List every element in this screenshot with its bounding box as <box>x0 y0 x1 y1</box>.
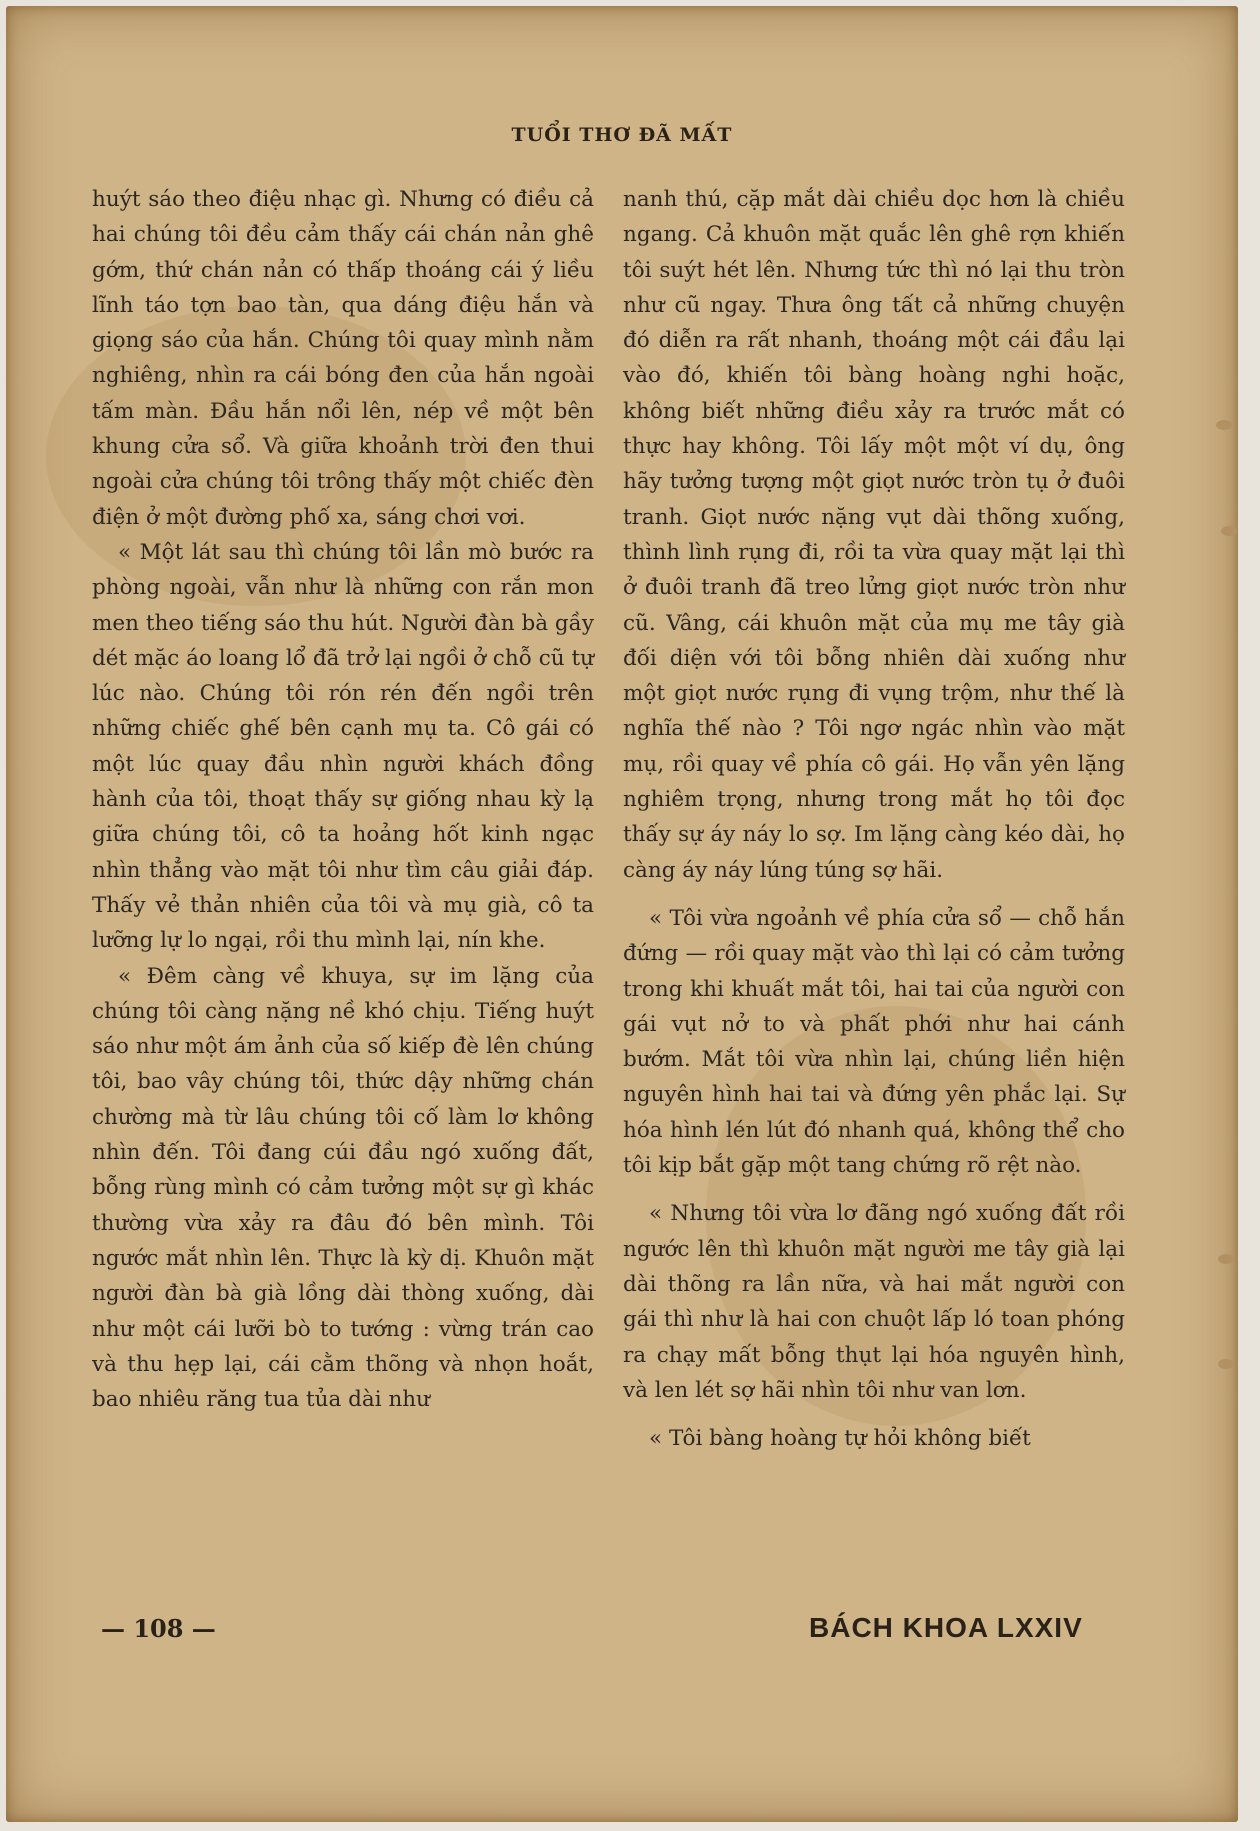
staple-mark <box>1221 526 1237 536</box>
right-column <box>623 182 1125 1456</box>
staple-mark <box>1218 1254 1234 1264</box>
paragraph: huýt sáo theo điệu nhạc gì. Nhưng có điều cả hai chúng tôi đều cảm thấy cái chán nản ghê gớm, thứ chán nản có thấp thoáng cái ý liều lĩnh táo tợn bao tàn, qua dáng điệu hắn và giọng sáo của hắn. Chúng tôi quay mình nằm nghiêng, nhìn ra cái bóng đen của hắn ngoài tấm màn. Đầu hắn nổi lên, nép về một bên khung cửa sổ. Và giữa khoảnh trời đen thui ngoài cửa chúng tôi trông thấy một chiếc đèn điện ở một đường phố xa, sáng chơi vơi. <box>92 187 594 530</box>
paragraph: « Tôi vừa ngoảnh về phía cửa sổ — chỗ hắn đứng — rồi quay mặt vào thì lại có cảm tưởng trong khi khuất mắt tôi, hai tai của người con gái vụt nở to và phất phới như hai cánh bướm. Mắt tôi vừa nhìn lại, chúng liền hiện nguyên hình hai tai và đứng yên phắc lại. Sự hóa hình lén lút đó nhanh quá, không thể cho tôi kịp bắt gặp một tang chứng rõ rệt nào. <box>623 905 1125 1179</box>
magazine-title: BÁCH KHOA LXXIV <box>809 1612 1083 1643</box>
page-number: — 108 — <box>101 1614 216 1643</box>
staple-mark <box>1218 1359 1234 1369</box>
left-column <box>92 182 594 1417</box>
paragraph: « Nhưng tôi vừa lơ đãng ngó xuống đất rồi ngước lên thì khuôn mặt người me tây già lại dài thõng ra lần nữa, và hai mắt người con gái thì như là hai con chuột lấp ló toan phóng ra chạy mất bỗng thụt lại hóa nguyên hình, và len lét sợ hãi nhìn tôi như van lơn. <box>623 1201 1125 1403</box>
paragraph: nanh thú, cặp mắt dài chiều dọc hơn là chiều ngang. Cả khuôn mặt quắc lên ghê rợn khiến tôi suýt hét lên. Nhưng tức thì nó lại thu tròn như cũ ngay. Thưa ông tất cả những chuyện đó diễn ra rất nhanh, thoáng một cái đầu lại vào đó, khiến tôi bàng hoàng nghi hoặc, không biết những điều xảy ra trước mắt có thực hay không. Tôi lấy một một ví dụ, ông hãy tưởng tượng một giọt nước tròn tụ ở đuôi tranh. Giọt nước nặng vụt dài thõng xuống, thình lình rụng đi, rồi ta vừa quay mặt lại thì ở đuôi tranh đã treo lửng giọt nước tròn như cũ. Vâng, cái khuôn mặt của mụ me tây già đối diện với tôi bỗng nhiên dài xuống như một giọt nước rụng đi vụng trộm, như thế là nghĩa thế nào ? Tôi ngơ ngác nhìn vào mặt mụ, rồi quay về phía cô gái. Họ vẫn yên lặng nghiêm trọng, nhưng trong mắt họ tôi đọc thấy sự áy náy lo sợ. Im lặng càng kéo dài, họ càng áy náy lúng túng sợ hãi. <box>623 187 1125 883</box>
paragraph: « Một lát sau thì chúng tôi lần mò bước ra phòng ngoài, vẫn như là những con rắn mon men theo tiếng sáo thu hút. Người đàn bà gầy dét mặc áo loang lổ đã trở lại ngồi ở chỗ cũ tự lúc nào. Chúng tôi rón rén đến ngồi trên những chiếc ghế bên cạnh mụ ta. Cô gái có một lúc quay đầu nhìn người khách đồng hành của tôi, thoạt thấy sự giống nhau kỳ lạ giữa chúng tôi, cô ta hoảng hốt kinh ngạc nhìn thẳng vào mặt tôi như tìm câu giải đáp. Thấy vẻ thản nhiên của tôi và mụ già, cô ta lưỡng lự lo ngại, rồi thu mình lại, nín khe. <box>92 539 594 954</box>
paragraph: « Tôi bàng hoàng tự hỏi không biết <box>649 1426 1031 1452</box>
paragraph: « Đêm càng về khuya, sự im lặng của chúng tôi càng nặng nề khó chịu. Tiếng huýt sáo như một ám ảnh của số kiếp đè lên chúng tôi, bao vây chúng tôi, thức dậy những chán chường mà từ lâu chúng tôi cố làm lơ không nhìn đến. Tôi đang cúi đầu ngó xuống đất, bỗng rùng mình có cảm tưởng một sự gì khác thường vừa xảy ra đâu đó bên mình. Tôi ngước mắt nhìn lên. Thực là kỳ dị. Khuôn mặt người đàn bà già lồng dài thòng xuống, dài như một cái lưỡi bò to tướng : vừng trán cao và thu hẹp lại, cái cằm thõng và nhọn hoắt, bao nhiêu răng tua tủa dài như <box>92 963 594 1413</box>
running-header: TUỔI THƠ ĐÃ MẤT <box>511 124 733 146</box>
magazine-page <box>6 6 1238 1822</box>
staple-mark <box>1216 420 1232 430</box>
